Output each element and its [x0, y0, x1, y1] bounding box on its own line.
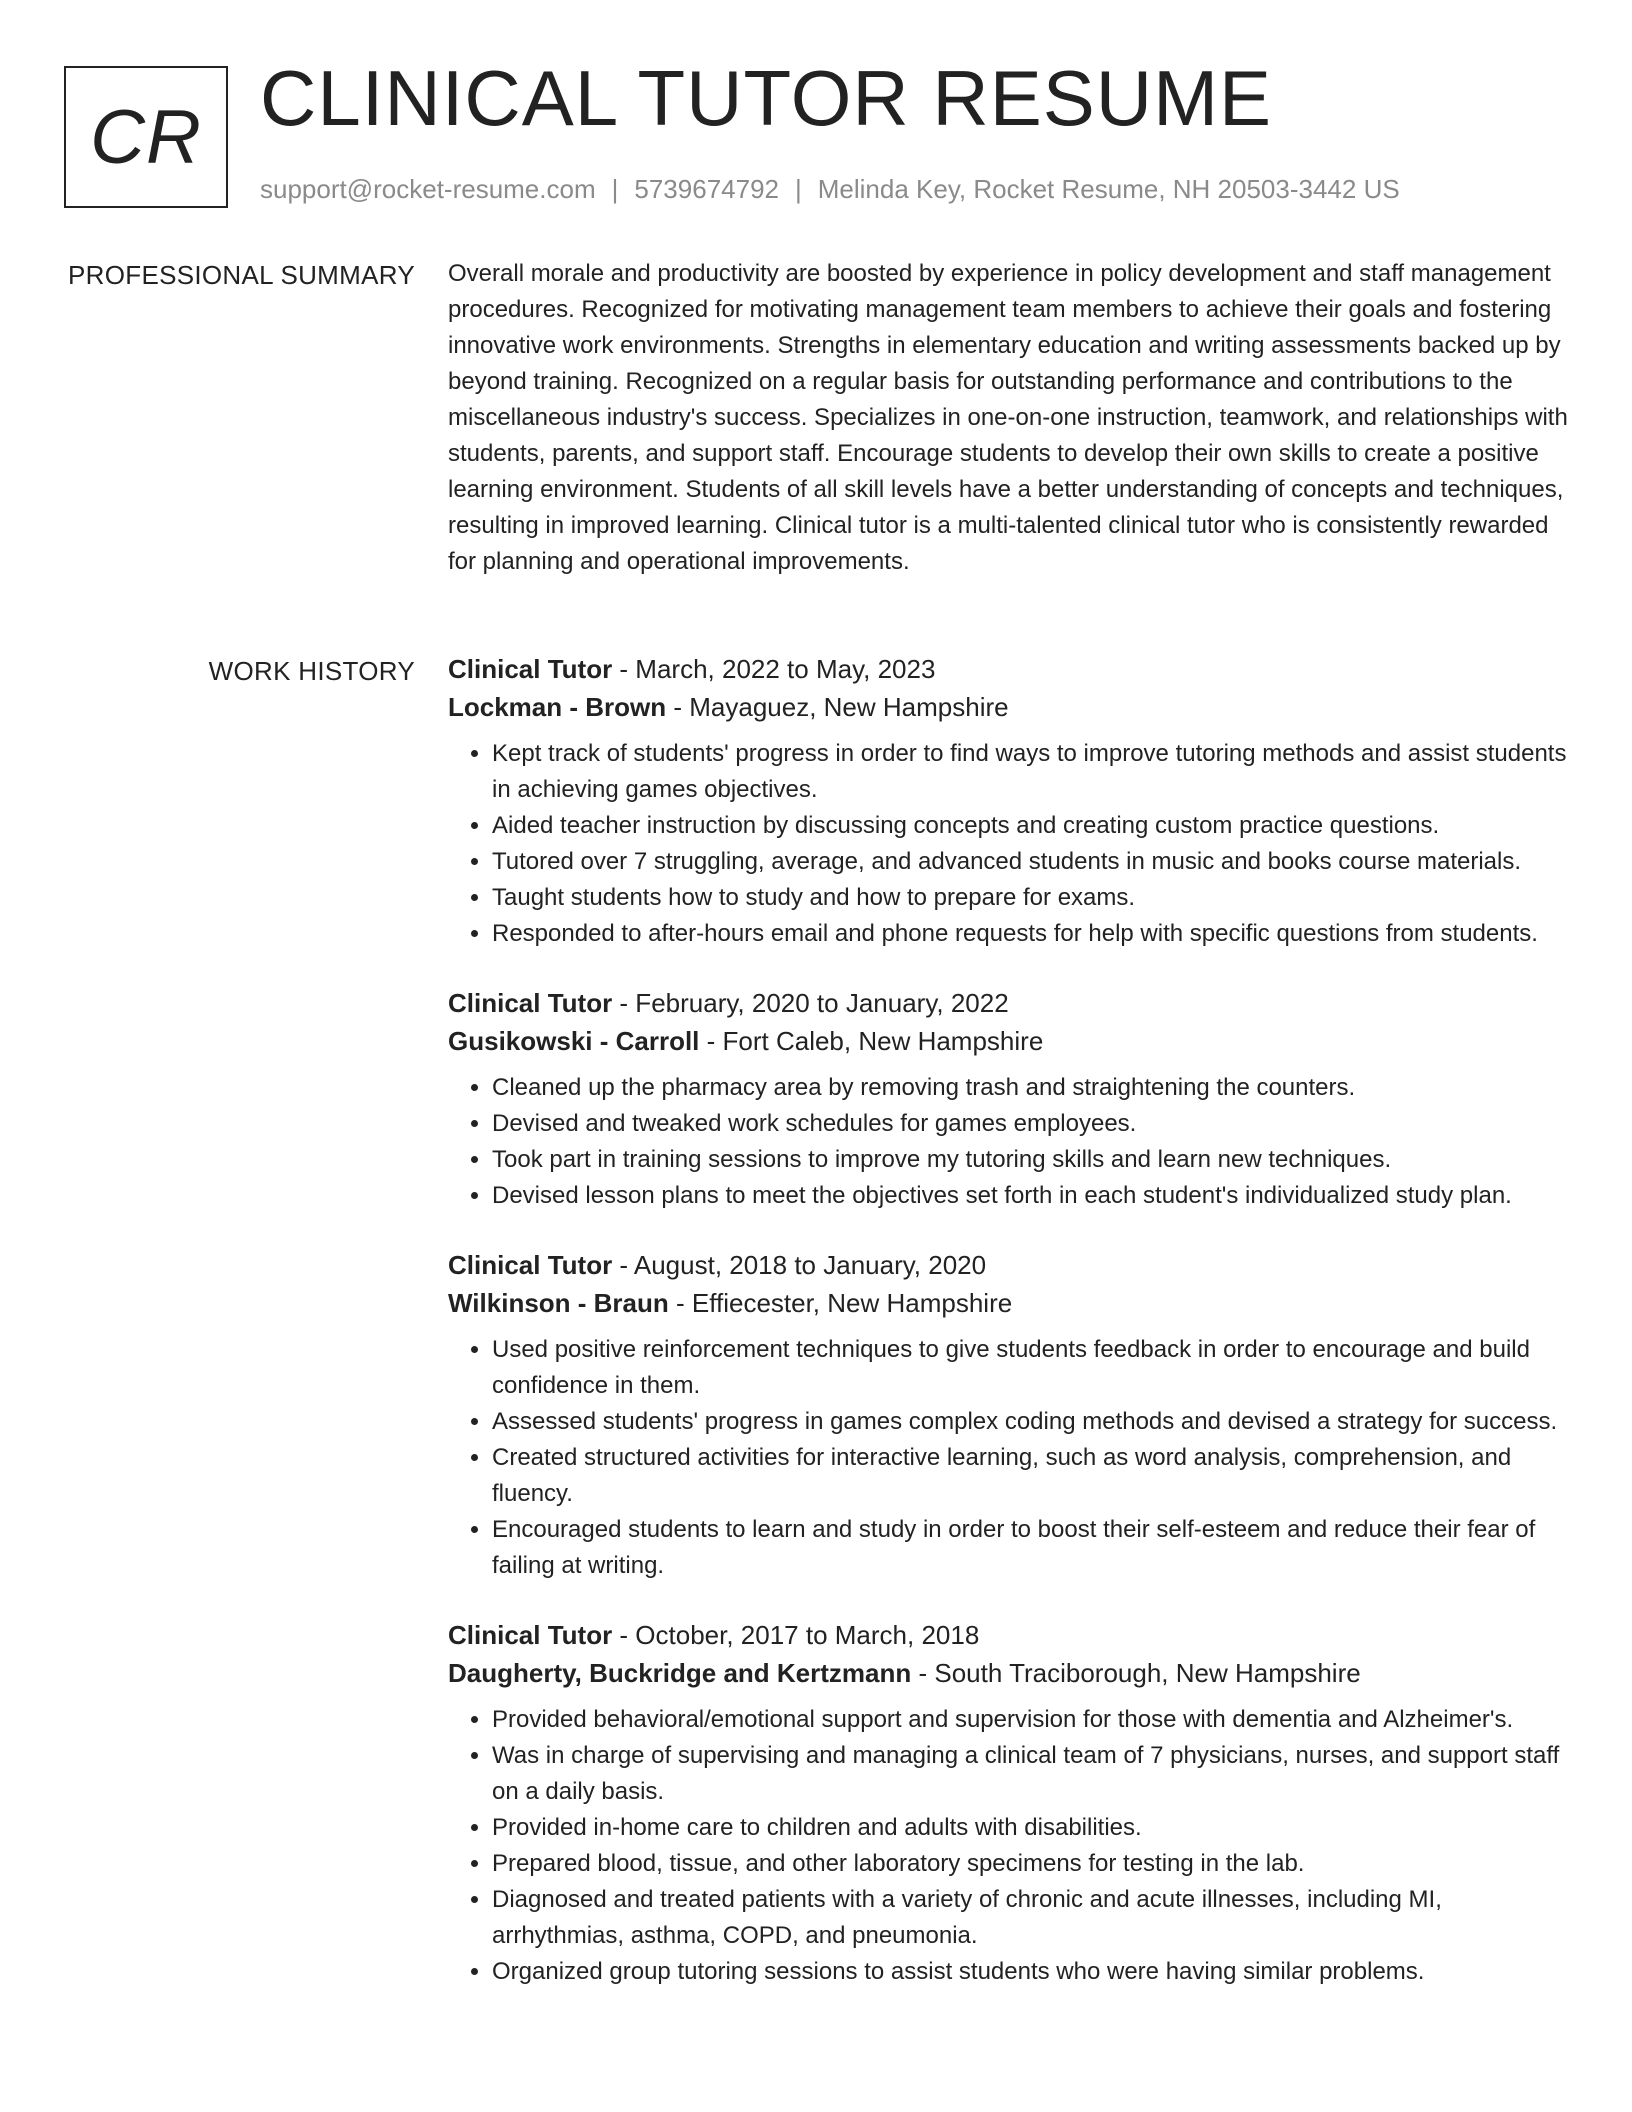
job-bullet: • Organized group tutoring sessions to assist students who were having similar problems. — [492, 1954, 1568, 1990]
job-bullet: • Responded to after-hours email and phone requests for help with specific questions from students. — [492, 916, 1568, 952]
job-entry — [448, 1616, 1568, 1990]
job-bullet: • Used positive reinforcement techniques to give students feedback in order to encourage and build confidence in them. — [492, 1332, 1568, 1404]
work-history-body — [448, 650, 1568, 2022]
job-company-line — [448, 688, 1568, 726]
summary-text: Overall morale and productivity are boosted by experience in policy development and staff management procedures. Recognized for motivating management team members to achieve their goals and fostering innovative work environments. Strengths in elementary education and writing assessments backed up by beyond training. Recognized on a regular basis for outstanding performance and contributions to the miscellaneous industry's success. Specializes in one-on-one instruction, teamwork, and relationships with students, parents, and support staff. Encourage students to develop their own skills to create a positive learning environment. Students of all skill levels have a better understanding of concepts and techniques, resulting in improved learning. Clinical tutor is a multi-talented clinical tutor who is consistently rewarded for planning and operational improvements. — [448, 260, 1568, 575]
work-history-heading: WORK HISTORY — [208, 656, 415, 686]
contact-email[interactable]: support@rocket-resume.com — [260, 174, 596, 204]
job-bullet: • Assessed students' progress in games complex coding methods and devised a strategy for success. — [492, 1404, 1568, 1440]
job-dates: - March, 2022 to May, 2023 — [612, 654, 936, 684]
job-company: Lockman - Brown — [448, 692, 667, 722]
job-title: Clinical Tutor — [448, 1250, 613, 1280]
job-company-line — [448, 1022, 1568, 1060]
job-title: Clinical Tutor — [448, 654, 613, 684]
job-bullet: • Diagnosed and treated patients with a variety of chronic and acute illnesses, including MI, arrhythmias, asthma, COPD, and pneumonia. — [492, 1882, 1568, 1954]
job-location: - Effiecester, New Hampshire — [668, 1288, 1013, 1318]
job-bullet: • Taught students how to study and how to prepare for exams. — [492, 880, 1568, 916]
job-bullet: • Kept track of students' progress in order to find ways to improve tutoring methods and assist students in achieving games objectives. — [492, 736, 1568, 808]
contact-address: Melinda Key, Rocket Resume, NH 20503-3442 US — [817, 174, 1400, 204]
job-bullet-list — [448, 736, 1568, 952]
job-dates: - August, 2018 to January, 2020 — [612, 1250, 987, 1280]
job-bullet: • Provided in-home care to children and adults with disabilities. — [492, 1810, 1568, 1846]
job-location: - Fort Caleb, New Hampshire — [699, 1026, 1044, 1056]
job-entry — [448, 984, 1568, 1214]
job-location: - Mayaguez, New Hampshire — [666, 692, 1009, 722]
job-bullet-list — [448, 1070, 1568, 1214]
monogram-logo: CR — [64, 66, 228, 208]
contact-phone[interactable]: 5739674792 — [634, 174, 779, 204]
job-location: - South Traciborough, New Hampshire — [911, 1658, 1361, 1688]
job-title-line — [448, 650, 1568, 688]
contact-line — [260, 174, 1400, 205]
summary-body — [448, 256, 1568, 580]
job-dates: - February, 2020 to January, 2022 — [612, 988, 1009, 1018]
job-entry — [448, 1246, 1568, 1584]
summary-heading: PROFESSIONAL SUMMARY — [68, 260, 415, 290]
job-bullet: • Devised and tweaked work schedules for games employees. — [492, 1106, 1568, 1142]
job-bullet: • Provided behavioral/emotional support and supervision for those with dementia and Alzheimer's. — [492, 1702, 1568, 1738]
job-company-line — [448, 1284, 1568, 1322]
job-bullet: • Took part in training sessions to improve my tutoring skills and learn new techniques. — [492, 1142, 1568, 1178]
job-title: Clinical Tutor — [448, 1620, 613, 1650]
job-company: Daugherty, Buckridge and Kertzmann — [448, 1658, 912, 1688]
job-title: Clinical Tutor — [448, 988, 613, 1018]
job-dates: - October, 2017 to March, 2018 — [612, 1620, 980, 1650]
job-bullet-list — [448, 1702, 1568, 1990]
contact-separator: | — [795, 174, 802, 204]
job-bullet: • Was in charge of supervising and managing a clinical team of 7 physicians, nurses, and support staff on a daily basis. — [492, 1738, 1568, 1810]
job-bullet: • Prepared blood, tissue, and other laboratory specimens for testing in the lab. — [492, 1846, 1568, 1882]
job-bullet: • Devised lesson plans to meet the objectives set forth in each student's individualized study plan. — [492, 1178, 1568, 1214]
job-company: Wilkinson - Braun — [448, 1288, 669, 1318]
job-bullet: • Created structured activities for interactive learning, such as word analysis, comprehension, and fluency. — [492, 1440, 1568, 1512]
job-bullet: • Cleaned up the pharmacy area by removing trash and straightening the counters. — [492, 1070, 1568, 1106]
job-bullet: • Encouraged students to learn and study in order to boost their self-esteem and reduce their fear of failing at writing. — [492, 1512, 1568, 1584]
job-title-line — [448, 1246, 1568, 1284]
resume-title: CLINICAL TUTOR RESUME — [260, 54, 1273, 142]
job-title-line — [448, 984, 1568, 1022]
job-title-line — [448, 1616, 1568, 1654]
job-bullet: • Tutored over 7 struggling, average, and advanced students in music and books course materials. — [492, 844, 1568, 880]
job-entry — [448, 650, 1568, 952]
job-bullet: • Aided teacher instruction by discussing concepts and creating custom practice questions. — [492, 808, 1568, 844]
job-bullet-list — [448, 1332, 1568, 1584]
job-company-line — [448, 1654, 1568, 1692]
job-company: Gusikowski - Carroll — [448, 1026, 700, 1056]
contact-separator: | — [611, 174, 619, 204]
